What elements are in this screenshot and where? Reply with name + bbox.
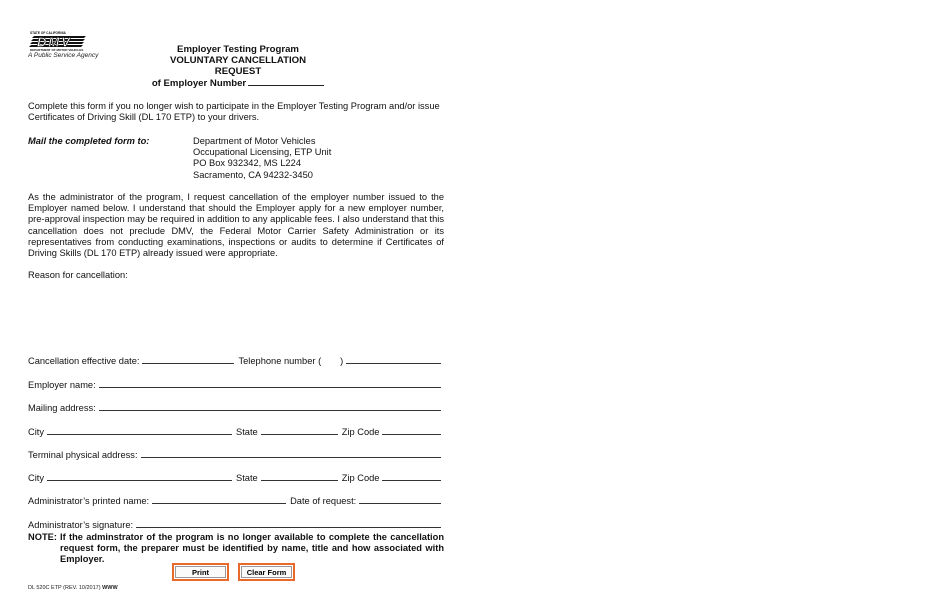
terminal-city-field[interactable] bbox=[47, 479, 232, 481]
logo-dmv-text: DMV bbox=[37, 34, 72, 50]
title-line-1: Employer Testing Program bbox=[177, 44, 299, 55]
row-city-state-zip bbox=[28, 423, 441, 437]
telephone-field[interactable] bbox=[346, 362, 441, 364]
admin-name-label: Administrator’s printed name: bbox=[28, 496, 150, 506]
terminal-address-label: Terminal physical address: bbox=[28, 450, 138, 460]
mail-address-line: Occupational Licensing, ETP Unit bbox=[193, 147, 332, 158]
date-of-request-field[interactable] bbox=[359, 502, 441, 504]
clear-form-button-label: Clear Form bbox=[241, 566, 292, 578]
zip-field[interactable] bbox=[382, 433, 441, 435]
admin-signature-field[interactable] bbox=[136, 526, 441, 528]
state-label: State bbox=[236, 473, 258, 483]
title-line-3-text: of Employer Number bbox=[151, 78, 247, 89]
row-mailing-address bbox=[28, 399, 441, 413]
state-field[interactable] bbox=[261, 433, 338, 435]
effective-date-field[interactable] bbox=[142, 362, 234, 364]
print-button-label: Print bbox=[175, 566, 226, 578]
date-of-request-label: Date of request: bbox=[290, 496, 357, 506]
mailing-address-field[interactable] bbox=[99, 409, 441, 411]
print-button[interactable] bbox=[172, 563, 229, 581]
dmv-logo bbox=[28, 30, 90, 52]
note-head: NOTE: bbox=[28, 532, 57, 542]
employer-number-field[interactable] bbox=[248, 77, 324, 86]
row-admin-signature bbox=[28, 516, 441, 530]
mail-label: Mail the completed form to: bbox=[28, 136, 150, 146]
mailing-address-label: Mailing address: bbox=[28, 403, 96, 413]
row-terminal-address bbox=[28, 446, 441, 460]
city-field[interactable] bbox=[47, 433, 232, 435]
row-employer-name bbox=[28, 376, 441, 390]
tagline: A Public Service Agency bbox=[28, 52, 99, 59]
logo-top-text: STATE OF CALIFORNIA bbox=[30, 31, 66, 35]
terminal-state-field[interactable] bbox=[261, 479, 338, 481]
telephone-label: Telephone number ( bbox=[238, 356, 322, 366]
form-footer bbox=[28, 585, 118, 591]
reason-label: Reason for cancellation: bbox=[28, 270, 128, 280]
intro-text: Complete this form if you no longer wish to participate in the Employer Testing Program and/or issue Certificates of Driving Skill (DL 170 ETP) to your drivers. bbox=[28, 101, 440, 123]
row-effective-date-telephone bbox=[28, 352, 441, 366]
row-admin-name-date bbox=[28, 492, 441, 506]
state-label: State bbox=[236, 427, 258, 437]
note bbox=[28, 532, 444, 566]
area-code-field[interactable] bbox=[324, 363, 340, 364]
mail-address bbox=[193, 136, 331, 181]
employer-name-field[interactable] bbox=[99, 386, 441, 388]
mail-address-line: Sacramento, CA 94232-3450 bbox=[193, 169, 313, 180]
form-suffix: WWW bbox=[102, 585, 118, 591]
admin-name-field[interactable] bbox=[152, 502, 286, 504]
form-id: DL 520C ETP (REV. 10/2017) bbox=[28, 585, 101, 591]
row-terminal-city-state-zip bbox=[28, 469, 441, 483]
terminal-address-field[interactable] bbox=[141, 456, 441, 458]
admin-signature-label: Administrator’s signature: bbox=[28, 520, 134, 530]
zip-label: Zip Code bbox=[341, 427, 380, 437]
note-text: If the adminstrator of the program is no longer available to complete the cancellation request form, the preparer must be identified by name, title and how associated with Employer. bbox=[60, 532, 444, 565]
statement-text: As the administrator of the program, I request cancellation of the employer number issued to the Employer named below. I understand that should the Employer apply for a new employer number, pre-approval inspection may be required in addition to any applicable fees. I also understand that this cancellation does not preclude DMV, the Federal Motor Carrier Safety Administration or its representatives from conducting examinations, inspections or audits to determine if Certificates of Driving Skills (DL 170 ETP) already issued were appropriate. bbox=[28, 192, 444, 259]
title-line-2: VOLUNTARY CANCELLATION REQUEST bbox=[169, 55, 307, 77]
city-label: City bbox=[28, 427, 45, 437]
telephone-close: ) bbox=[340, 356, 344, 366]
effective-date-label: Cancellation effective date: bbox=[28, 356, 140, 366]
employer-name-label: Employer name: bbox=[28, 380, 96, 390]
terminal-zip-field[interactable] bbox=[382, 479, 441, 481]
zip-label: Zip Code bbox=[341, 473, 380, 483]
mail-address-line: Department of Motor Vehicles bbox=[193, 136, 316, 146]
clear-form-button[interactable] bbox=[238, 563, 295, 581]
mail-address-line: PO Box 932342, MS L224 bbox=[193, 158, 302, 169]
city-label: City bbox=[28, 473, 45, 483]
logo-bottom-text: DEPARTMENT OF MOTOR VEHICLES bbox=[30, 48, 84, 52]
title-line-3 bbox=[148, 77, 328, 89]
form-title bbox=[148, 44, 328, 89]
